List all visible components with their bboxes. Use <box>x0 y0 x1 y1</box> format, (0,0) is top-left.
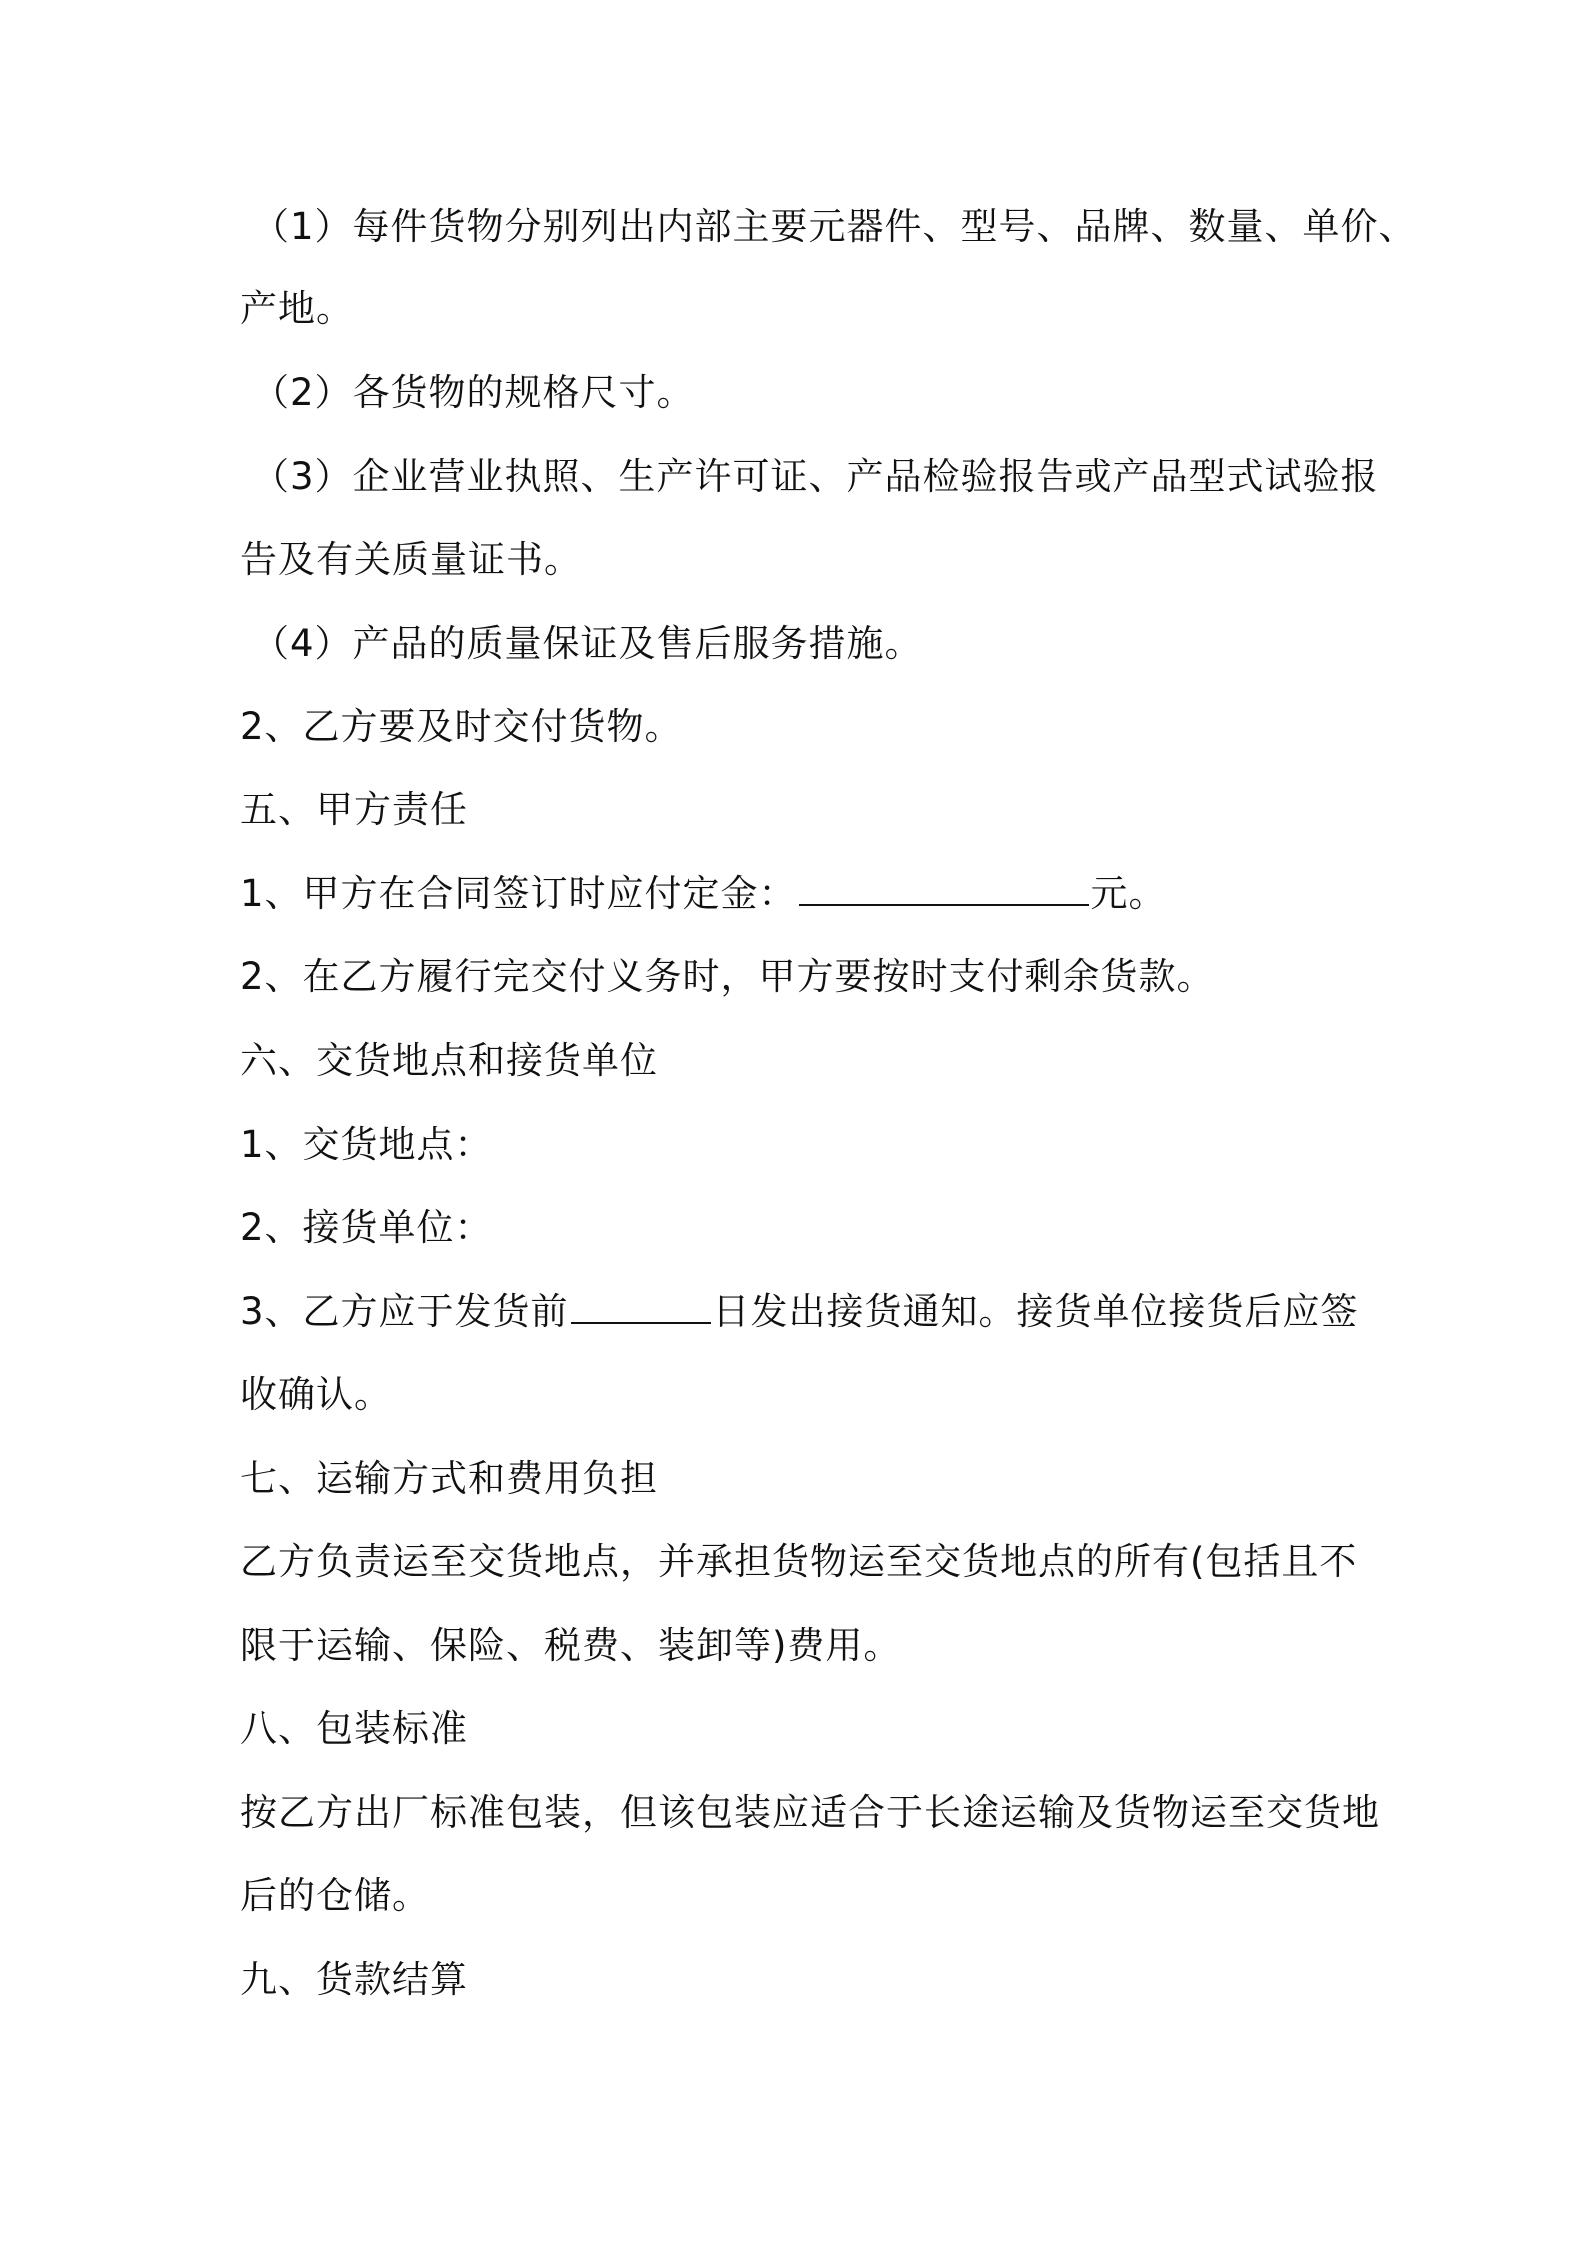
clause-5-2: 2、在乙方履行完交付义务时，甲方要按时支付剩余货款。 <box>240 955 1215 998</box>
section-7-heading: 七、运输方式和费用负担 <box>240 1457 658 1500</box>
section-8-body-cont: 后的仓储。 <box>240 1874 430 1917</box>
clause-4-1-item-2: （2）各货物的规格尺寸。 <box>252 371 695 414</box>
section-5-heading: 五、甲方责任 <box>240 788 468 831</box>
section-6-heading: 六、交货地点和接货单位 <box>240 1039 658 1082</box>
clause-5-1 <box>240 869 1370 919</box>
clause-4-1-item-4: （4）产品的质量保证及售后服务措施。 <box>252 622 923 665</box>
section-8-heading: 八、包装标准 <box>240 1707 468 1750</box>
deposit-suffix: 元。 <box>1090 872 1167 915</box>
clause-6-3-cont: 收确认。 <box>240 1373 392 1416</box>
deposit-prefix: 1、甲方在合同签订时应付定金： <box>240 872 797 915</box>
notice-days-blank <box>571 1288 711 1324</box>
clause-6-1: 1、交货地点： <box>240 1123 493 1166</box>
deposit-amount-blank <box>799 870 1089 906</box>
section-7-body: 乙方负责运至交货地点，并承担货物运至交货地点的所有(包括且不 <box>240 1540 1358 1583</box>
clause-6-3 <box>240 1287 1370 1337</box>
notice-prefix: 3、乙方应于发货前 <box>240 1290 569 1333</box>
section-8-body: 按乙方出厂标准包装，但该包装应适合于长途运输及货物运至交货地 <box>240 1791 1380 1834</box>
clause-4-2: 2、乙方要及时交付货物。 <box>240 705 683 748</box>
notice-suffix: 日发出接货通知。接货单位接货后应签 <box>712 1290 1359 1333</box>
clause-4-1-item-1: （1）每件货物分别列出内部主要元器件、型号、品牌、数量、单价、 <box>252 205 1417 248</box>
section-9-heading: 九、货款结算 <box>240 1958 468 2001</box>
clause-4-1-item-3: （3）企业营业执照、生产许可证、产品检验报告或产品型式试验报 <box>252 455 1379 498</box>
clause-4-1-item-1-cont: 产地。 <box>240 287 354 330</box>
clause-6-2: 2、接货单位： <box>240 1206 493 1249</box>
clause-4-1-item-3-cont: 告及有关质量证书。 <box>240 538 582 581</box>
section-7-body-cont: 限于运输、保险、税费、装卸等)费用。 <box>240 1624 902 1667</box>
